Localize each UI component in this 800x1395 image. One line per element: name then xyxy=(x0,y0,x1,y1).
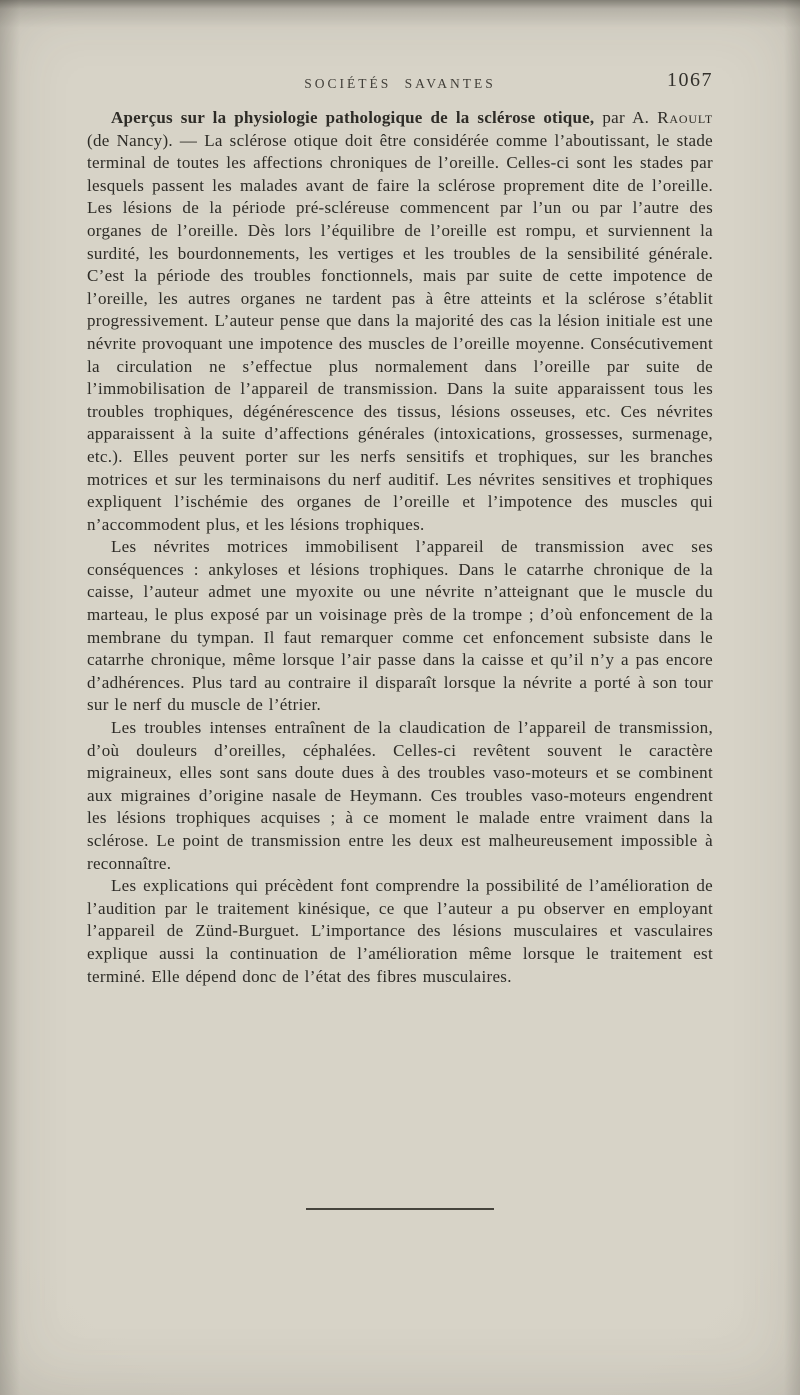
running-title: SOCIÉTÉS SAVANTES xyxy=(304,76,496,91)
article-body xyxy=(87,107,713,988)
lead-paragraph xyxy=(87,107,713,536)
byline-prefix: par A. xyxy=(602,108,658,127)
author-name: Raoult xyxy=(657,108,713,127)
page-header xyxy=(87,69,713,104)
lead-text: La sclérose otique doit être considérée comme l’aboutissant, le stade terminal de toutes les affections chroniques de l’oreille. Celles-ci sont les stades par lesquels passent les malades avant de faire la sclérose proprement dite de l’oreille. Les lésions de la période pré-scléreuse commencent par l’un ou par l’autre des organes de l’oreille. Dès lors l’équilibre de l’oreille est rompu, et surviennent la surdité, les bourdonnements, les vertiges et les troubles de la sensibilité générale. C’est la période des troubles fonctionnels, mais par suite de cette impotence de l’oreille, les autres organes ne tardent pas à être atteints et la sclérose s’établit progressivement. L’auteur pense que dans la majorité des cas la lésion initiale est une névrite provoquant une impotence des muscles de l’oreille moyenne. Consécutivement la circulation ne s’effectue plus normalement dans l’oreille par suite de l’immobilisation de l’appareil de transmission. Dans la suite apparaissent tous les troubles trophiques, dégénérescence des tissus, lésions osseuses, etc. Ces névrites apparaissent à la suite d’affections générales (intoxications, grossesses, surmenage, etc.). Elles peuvent porter sur les nerfs sensitifs et trophiques, sur les branches motrices et sur les terminaisons du nerf auditif. Les névrites sensitives et trophiques expliquent l’ischémie des organes de l’oreille et l’impotence des muscles qui n’accommodent plus, et les lésions trophiques. xyxy=(87,130,713,534)
paragraph: Les troubles intenses entraînent de la claudication de l’appareil de transmission, d’où douleurs d’oreilles, céphalées. Celles-ci revêtent souvent le caractère migraineux, elles sont sans doute dues à des troubles vaso-moteurs et se combinent aux migraines d’origine nasale de Heymann. Ces troubles vaso-moteurs engendrent les lésions trophiques acquises ; à ce moment le malade entre vraiment dans la sclérose. Le point de transmission entre les deux est malheureusement impossible à reconnaître. xyxy=(87,718,713,873)
byline-suffix: (de Nancy). — xyxy=(87,130,205,150)
end-rule xyxy=(306,1208,494,1210)
paragraph: Les explications qui précèdent font comprendre la possibilité de l’amélioration de l’audition par le traitement kinésique, ce que l’auteur a pu observer en employant l’appareil de Zünd-Burguet. L’importance des lésions musculaires et vasculaires explique aussi la continuation de l’amélioration même lorsque le traitement est terminé. Elle dépend donc de l’état des fibres musculaires. xyxy=(87,876,713,986)
article-title: Aperçus sur la physiologie pathologique de la sclérose otique, xyxy=(111,108,595,127)
paragraph: Les névrites motrices immobilisent l’appareil de transmission avec ses conséquences : ankyloses et lésions trophiques. Dans le catarrhe chronique de la caisse, l’auteur admet une myoxite ou une névrite n’atteignant que le muscle du marteau, le plus exposé par un voisinage près de la trompe ; d’où enfoncement de la membrane du tympan. Il faut remarquer comme cet enfoncement subsiste dans le catarrhe chronique, même lorsque l’air passe dans la caisse et qu’il n’y a pas encore d’adhérences. Plus tard au contraire il disparaît lorsque la névrite a porté à son tour sur le nerf du muscle de l’étrier. xyxy=(87,537,713,715)
page-number: 1067 xyxy=(667,69,713,91)
